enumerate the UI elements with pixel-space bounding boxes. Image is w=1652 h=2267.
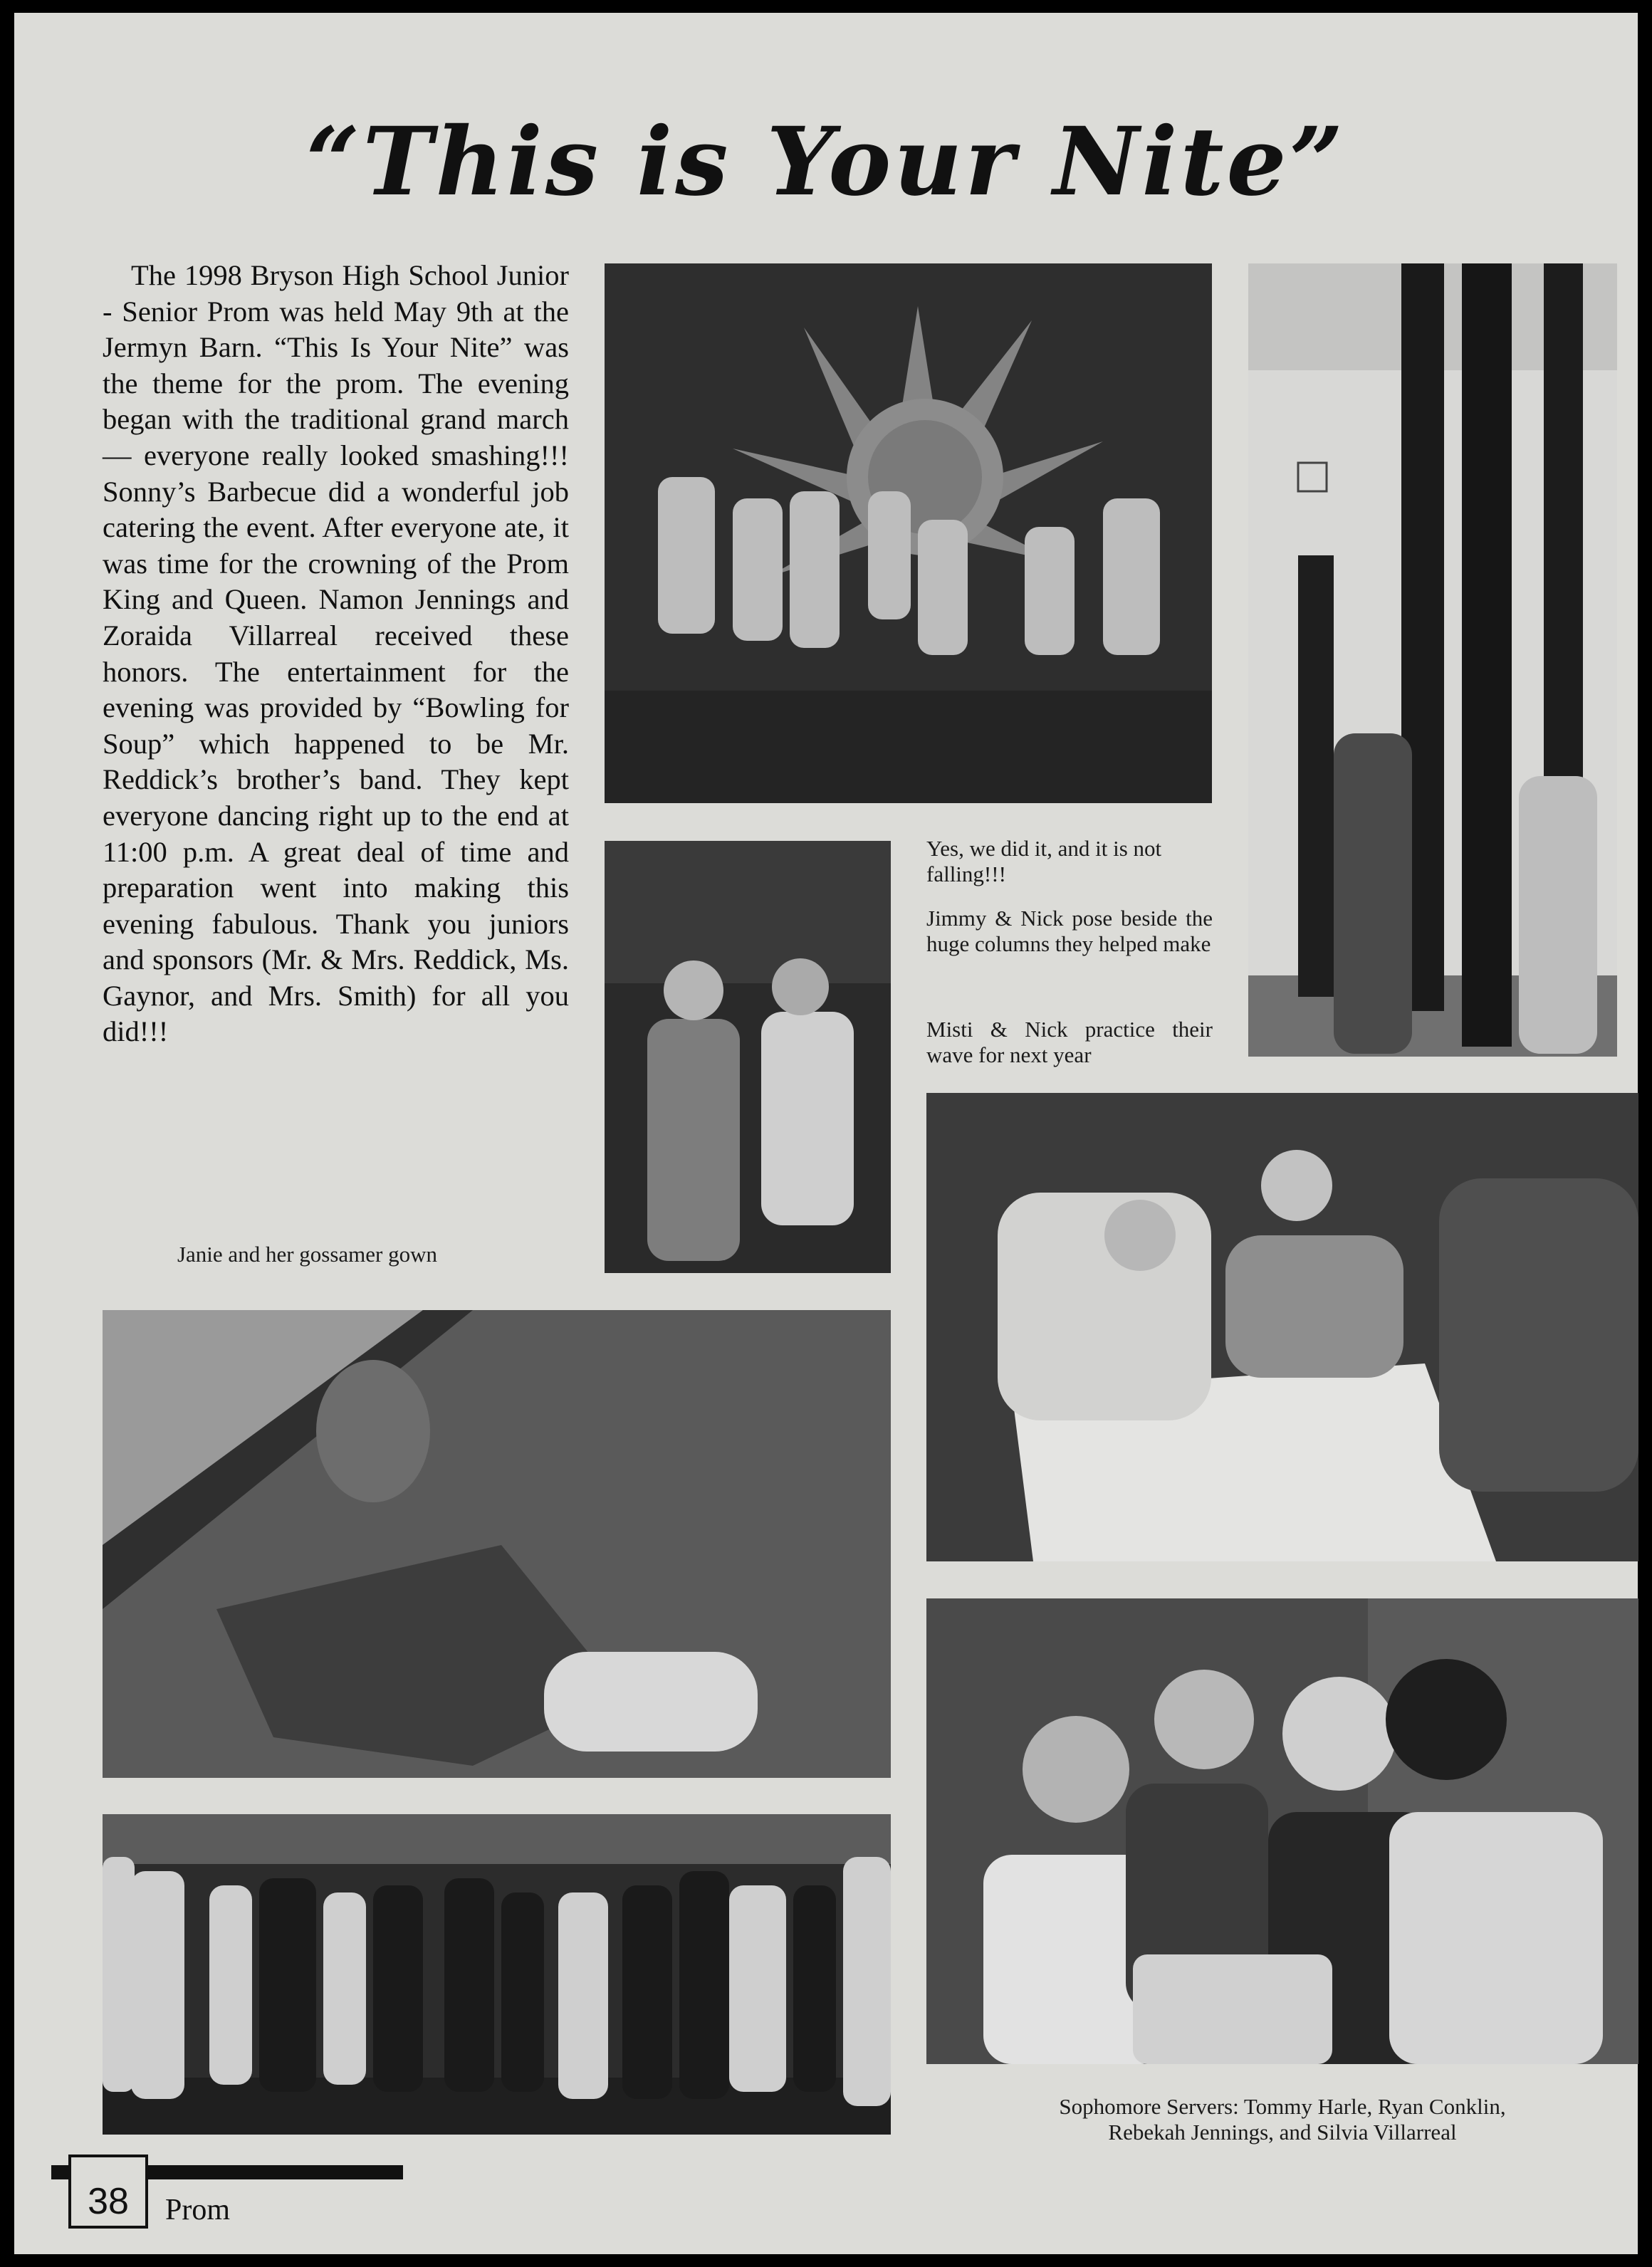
caption-wave: Misti & Nick practice their wave for next year (926, 1017, 1213, 1067)
photo-sophomore-servers (926, 1598, 1638, 2064)
section-label: Prom (165, 2194, 231, 2226)
article-text: The 1998 Bryson High School Junior - Senior Prom was held May 9th at the Jermyn Barn. “This Is Your Nite” was the theme for the prom. The evening began with the traditional grand march — everyone really looked smashing!!! Sonny’s Barbecue did a wonderful job catering the event. After everyone ate, it was time for the crowning of the Prom King and Queen. Namon Jennings and Zoraida Villarreal received these honors. The entertainment for the evening was provided by “Bowling for Soup” which happened to be Mr. Reddick’s brother’s band. They kept everyone dancing right up to the end at 11:00 p.m. A great deal of time and preparation went into making this evening fabulous. Thank you juniors and sponsors (Mr. & Mrs. Reddick, Ms. Gaynor, and Mrs. Smith) for all you did!!! (103, 259, 569, 1048)
photo-banner-painting (926, 1093, 1638, 1561)
caption-columns: Jimmy & Nick pose beside the huge columns they helped make (926, 906, 1213, 956)
photo-wave (605, 841, 891, 1273)
caption-not-falling: Yes, we did it, and it is not falling!!! (926, 836, 1162, 886)
photo-gossamer-gown (103, 1310, 891, 1778)
photo-columns (1248, 263, 1617, 1057)
caption-servers-line1: Sophomore Servers: Tommy Harle, Ryan Conklin, (1059, 2094, 1506, 2119)
page-title: “This is Your Nite” (305, 107, 1347, 217)
page-number: 38 (68, 2155, 148, 2229)
caption-gown: Janie and her gossamer gown (177, 1242, 437, 1267)
photo-group-sun-backdrop (605, 263, 1212, 803)
photo-grand-march (103, 1814, 891, 2135)
caption-servers-line2: Rebekah Jennings, and Silvia Villarreal (1108, 2120, 1457, 2145)
